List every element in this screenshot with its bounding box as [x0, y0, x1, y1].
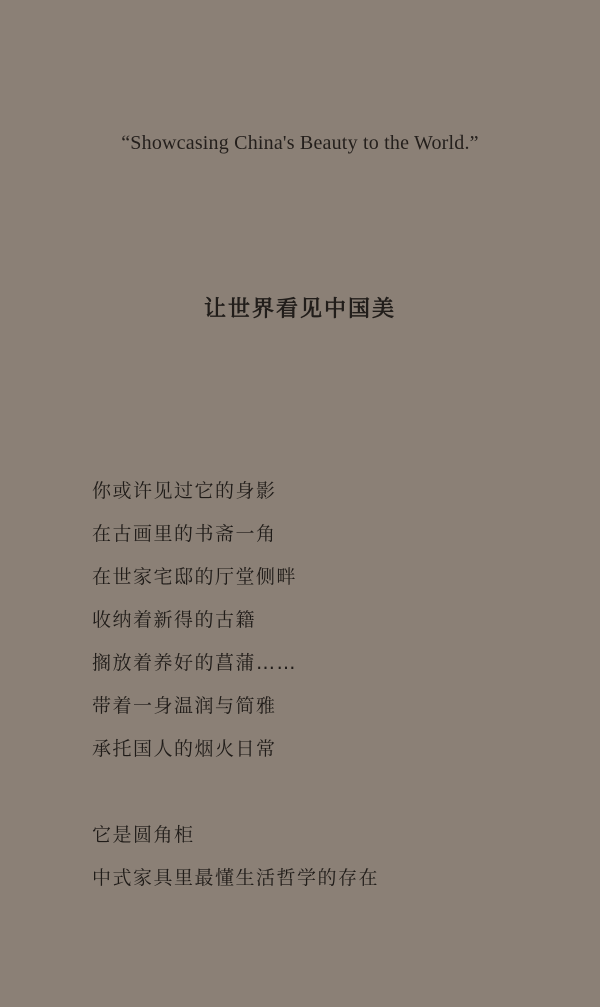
poem-line: 收纳着新得的古籍 [92, 609, 257, 631]
poem-line: 它是圆角柜 [92, 824, 195, 846]
poem-line: 中式家具里最懂生活哲学的存在 [92, 867, 380, 889]
poem-line: 你或许见过它的身影 [92, 480, 277, 502]
chinese-headline: 让世界看见中国美 [203, 297, 396, 322]
english-quote: “Showcasing China's Beauty to the World.” [121, 132, 479, 154]
poem-line: 在世家宅邸的厅堂侧畔 [92, 566, 298, 588]
stanza-divider [92, 771, 512, 814]
poem-body [92, 470, 512, 900]
poem-line: 在古画里的书斋一角 [92, 523, 277, 545]
poem-line: 搁放着养好的菖蒲…… [92, 652, 298, 674]
poem-line: 承托国人的烟火日常 [92, 738, 277, 760]
poem-line: 带着一身温润与简雅 [92, 695, 277, 717]
